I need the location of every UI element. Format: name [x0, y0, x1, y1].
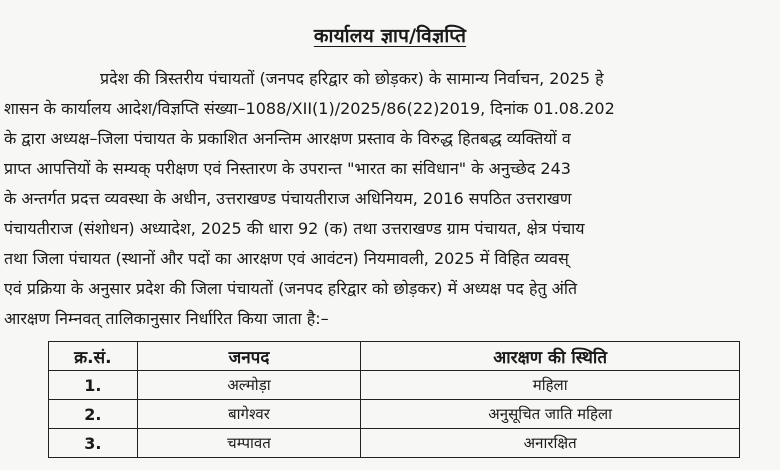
cell-district: बागेश्वर [137, 400, 361, 429]
header-reservation-status: आरक्षण की स्थिति [361, 342, 740, 371]
table-row [49, 400, 740, 429]
document-title [0, 22, 780, 48]
cell-serial: 1. [49, 371, 138, 400]
paragraph-line: के अन्तर्गत प्रदत्त व्यवस्था के अधीन, उत्तराखण्ड पंचायतीराज अधिनियम, 2016 सपठित उत्तराखण [4, 189, 572, 208]
cell-serial: 2. [49, 400, 138, 429]
paragraph-line: पंचायतीराज (संशोधन) अध्यादेश, 2025 की धारा 92 (क) तथा उत्तराखण्ड ग्राम पंचायत, क्षेत्र पंचाय [4, 219, 585, 238]
cell-reservation-status: अनुसूचित जाति महिला [361, 400, 740, 429]
body-paragraph [4, 64, 780, 334]
document-title-text: कार्यालय ज्ञाप/विज्ञप्ति [313, 25, 467, 47]
paragraph-line: आरक्षण निम्नवत् तालिकानुसार निर्धारित किया जाता है:– [4, 309, 329, 328]
table-header-row [49, 342, 740, 371]
paragraph-line: एवं प्रक्रिया के अनुसार प्रदेश की जिला पंचायतों (जनपद हरिद्वार को छोड़कर) में अध्यक्ष पद हेतु अंति [4, 279, 578, 298]
header-district: जनपद [137, 342, 361, 371]
table-row [49, 371, 740, 400]
reservation-table [48, 341, 740, 458]
paragraph-line: प्रदेश की त्रिस्तरीय पंचायतों (जनपद हरिद्वार को छोड़कर) के सामान्य निर्वाचन, 2025 हे [100, 69, 604, 88]
paragraph-line: तथा जिला पंचायत (स्थानों और पदों का आरक्षण एवं आवंटन) नियमावली, 2025 में विहित व्यवस् [4, 249, 569, 268]
cell-serial: 3. [49, 429, 138, 458]
paragraph-line: शासन के कार्यालय आदेश/विज्ञप्ति संख्या–1088/XII(1)/2025/86(22)2019, दिनांक 01.08.202 [4, 99, 615, 118]
cell-reservation-status: महिला [361, 371, 740, 400]
paragraph-line: के द्वारा अध्यक्ष–जिला पंचायत के प्रकाशित अनन्तिम आरक्षण प्रस्ताव के विरुद्ध हितबद्ध व्यक्तियों व [4, 129, 571, 148]
header-serial: क्र.सं. [49, 342, 138, 371]
cell-district: अल्मोड़ा [137, 371, 361, 400]
paragraph-line: प्राप्त आपत्तियों के सम्यक् परीक्षण एवं निस्तारण के उपरान्त "भारत का संविधान" के अनुच्छेद 243 [4, 159, 571, 178]
table-row [49, 429, 740, 458]
cell-reservation-status: अनारक्षित [361, 429, 740, 458]
cell-district: चम्पावत [137, 429, 361, 458]
